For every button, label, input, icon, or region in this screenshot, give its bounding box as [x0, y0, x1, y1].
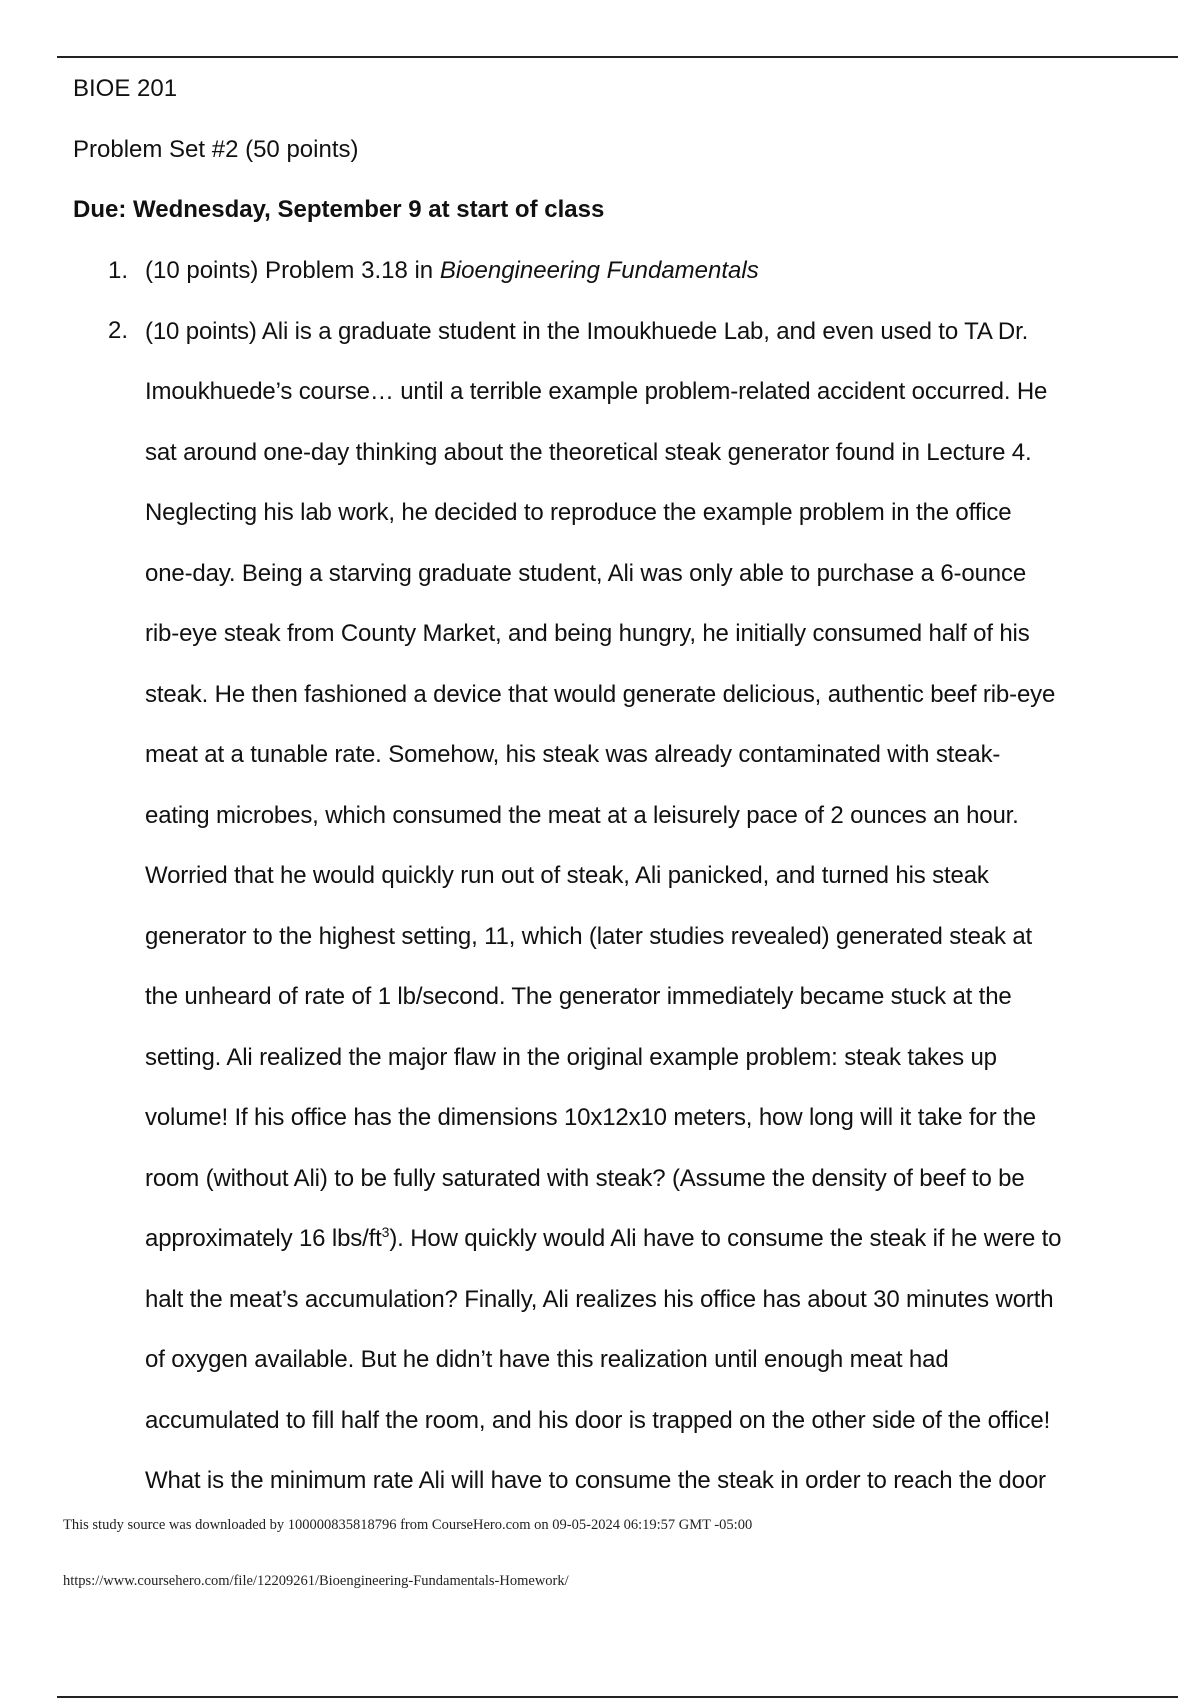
- problem-2-line: steak. He then fashioned a device that would generate delicious, authentic beef rib-eye: [145, 680, 1056, 708]
- problem-1-book-title: Bioengineering Fundamentals: [439, 257, 759, 284]
- problem-2-line: Neglecting his lab work, he decided to reproduce the example problem in the office: [145, 499, 1012, 526]
- problem-2-line: of oxygen available. But he didn’t have this realization until enough meat had: [145, 1346, 949, 1373]
- problem-1-text: [145, 256, 759, 286]
- problem-2-line: halt the meat’s accumulation? Finally, Ali realizes his office has about 30 minutes worth: [145, 1285, 1054, 1313]
- bottom-rule: [57, 1696, 1178, 1698]
- cubed-superscript: 3: [381, 1224, 390, 1240]
- problem-2-line: generator to the highest setting, 11, which (later studies revealed) generated steak at: [145, 922, 1033, 950]
- problem-2-line: setting. Ali realized the major flaw in the original example problem: steak takes up: [145, 1043, 997, 1071]
- problem-1-number: 1.: [108, 257, 129, 284]
- problem-2-line: volume! If his office has the dimensions 10x12x10 meters, how long will it take for the: [145, 1104, 1036, 1131]
- problem-2-line: meat at a tunable rate. Somehow, his steak was already contaminated with steak-: [145, 741, 1001, 768]
- density-text-after: ). How quickly would Ali have to consume the steak if he were to: [389, 1225, 1062, 1252]
- problem-2-number: 2.: [108, 317, 129, 344]
- problem-2-line: the unheard of rate of 1 lb/second. The generator immediately became stuck at the: [145, 983, 1012, 1010]
- problem-2-line: eating microbes, which consumed the meat at a leisurely pace of 2 ounces an hour.: [145, 801, 1019, 829]
- problem-2-line: Imoukhuede’s course… until a terrible example problem-related accident occurred. He: [145, 378, 1048, 405]
- problem-set-title: Problem Set #2 (50 points): [73, 136, 359, 163]
- problem-2-text: [145, 302, 1165, 1512]
- problem-2-line: one-day. Being a starving graduate student, Ali was only able to purchase a 6-ounce: [145, 559, 1027, 587]
- density-text: approximately 16 lbs/ft: [145, 1225, 382, 1252]
- due-date: Due: Wednesday, September 9 at start of class: [73, 196, 605, 223]
- source-url[interactable]: https://www.coursehero.com/file/12209261/Bioengineering-Fundamentals-Homework/: [63, 1573, 569, 1589]
- problem-2-line: accumulated to fill half the room, and his door is trapped on the other side of the office!: [145, 1406, 1051, 1434]
- problem-2-line: (10 points) Ali is a graduate student in the Imoukhuede Lab, and even used to TA Dr.: [145, 317, 1029, 345]
- download-notice: This study source was downloaded by 100000835818796 from CourseHero.com on 09-05-2024 06:19:57 GMT -05:00: [63, 1517, 753, 1533]
- problem-2-line: room (without Ali) to be fully saturated with steak? (Assume the density of beef to be: [145, 1164, 1025, 1192]
- problem-2-line: rib-eye steak from County Market, and being hungry, he initially consumed half of his: [145, 620, 1030, 647]
- problem-2-line: What is the minimum rate Ali will have to consume the steak in order to reach the door: [145, 1467, 1046, 1494]
- course-code: BIOE 201: [73, 75, 178, 102]
- top-rule: [57, 56, 1178, 58]
- problem-1-prefix: (10 points) Problem 3.18 in: [145, 257, 440, 284]
- problem-2-line: Worried that he would quickly run out of steak, Ali panicked, and turned his steak: [145, 862, 989, 889]
- problem-2-line: sat around one-day thinking about the theoretical steak generator found in Lecture 4.: [145, 438, 1032, 466]
- problem-2-line-density: [145, 1209, 1165, 1270]
